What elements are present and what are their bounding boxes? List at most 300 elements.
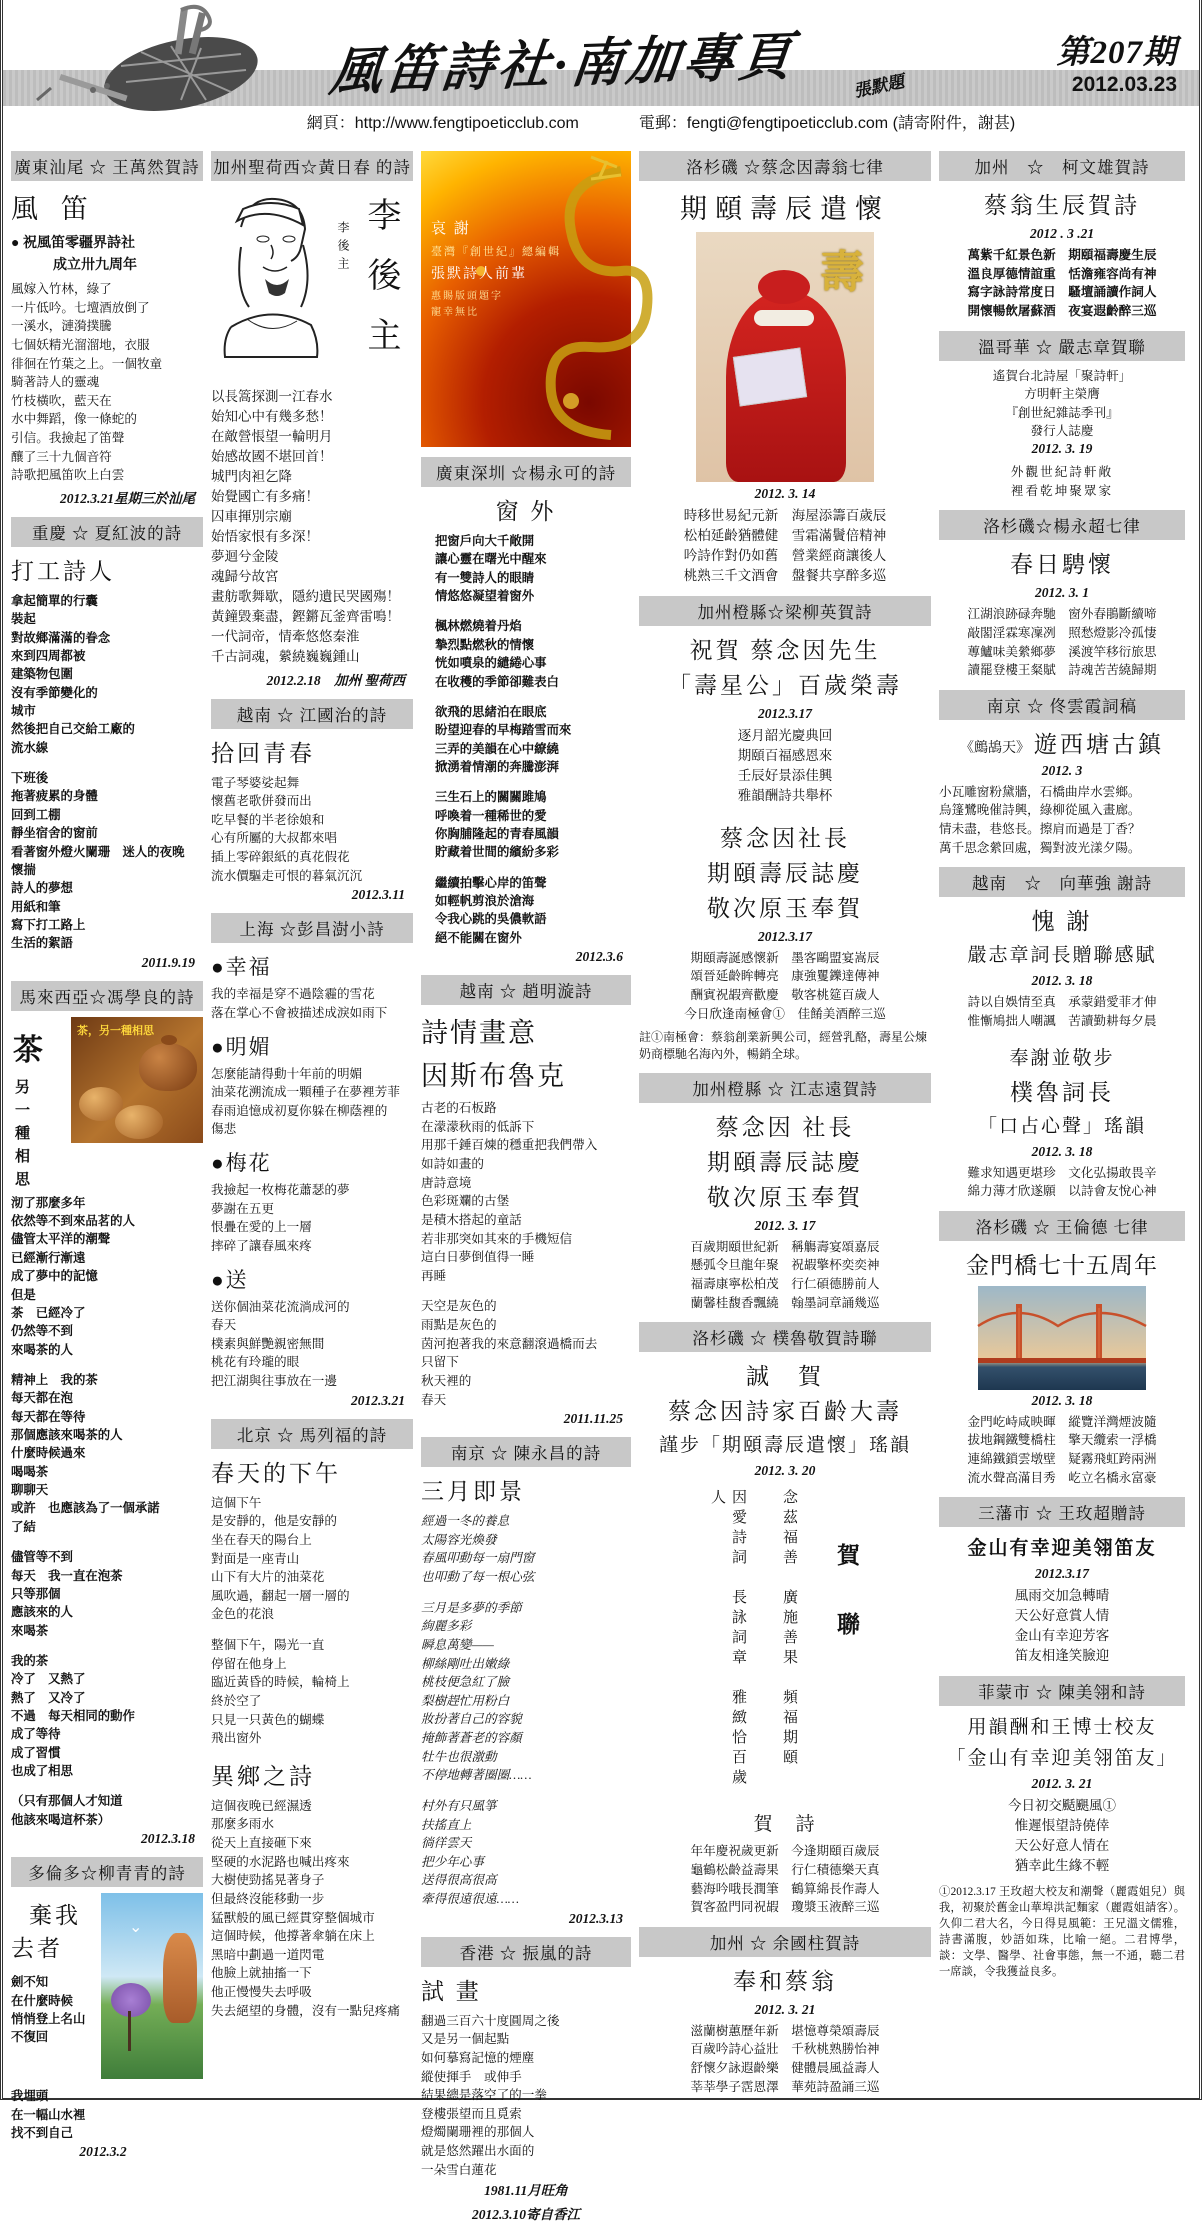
poem-section-sanyue [421,1437,631,1927]
poem-line: 對故鄉滿滿的眷念 [11,630,111,645]
email-value: fengti@fengtipoeticclub.com [686,115,889,132]
poem-line: 始感故國不堪回首！ [211,448,333,464]
poem-title: 祝賀 蔡念因先生 [689,637,881,663]
poem-line: 村外有只風箏 [421,1798,497,1813]
poem-line: 始覺國亡有多痛！ [211,488,319,504]
poem-line: 情悠悠凝望着窗外 [435,589,535,604]
poem-line: 只見一只黃色的蝴蝶 [211,1712,325,1727]
poem-date: 2012.3.21星期三於汕尾 [60,490,195,506]
poem-line: 流水聲高滿目秀 屹立名橋永富豪 [967,1470,1157,1485]
poem-line: 寫下打工路上 [11,917,86,932]
mini-poem-title: ●送 [211,1267,249,1292]
poem-line: 或許 也應該為了一個承諾 [11,1501,160,1516]
poem-line: 送你個油菜花流淌成河的 [211,1299,350,1314]
poem-line: 瞬息萬變—— [421,1637,494,1652]
poem-line: 建築物包圍 [11,667,73,682]
poem-line: 年年慶祝歲更新 今逢期頤百歲辰 [690,1844,880,1859]
poem-line: 停留在他身上 [211,1656,287,1671]
poem-line: 成了夢中的記憶 [11,1269,98,1284]
poem-section-zhegutian [939,690,1185,858]
poem-body [211,1065,413,1140]
poem-line: 雨點是灰色的 [421,1318,497,1333]
poem-title: 敬次原玉奉賀 [707,1184,863,1210]
poem-title: 蔡念因詩家百齡大壽 [668,1399,902,1425]
poem-line: 結果總是落空了的一拳 [421,2088,547,2103]
poem-line: 流水線 [11,740,49,755]
poem-section-xiaoshi [211,913,413,1408]
teapot-lid [161,1035,177,1045]
poem-title: 期頤壽辰誌慶 [707,860,863,886]
poem-line: 這個下午 [211,1495,262,1510]
poem-line: 燈燭闌珊裡的那個人 [421,2125,535,2140]
poem-line: 松柏延齡猶體健 雪霜滿鬢倍精神 [683,527,887,543]
portrait-label: 李後主 [336,221,350,275]
poem-line: 心有所屬的大叔都來唱 [211,831,337,846]
poem-section-kewenxiong [939,151,1185,321]
poem-line: 他該來喝這杯茶） [11,1812,111,1827]
poem-body [11,592,203,953]
poem-date: 2012.3.17 [758,928,812,944]
web-url: http://www.fengtipoeticclub.com [354,115,579,132]
poem-line: 風雨交加急轉晴 [1014,1588,1110,1604]
poem-line: 臨近黃昏的時候，輪椅上 [211,1675,350,1690]
poem-line: 熱了 又冷了 [11,1690,86,1705]
poem-line: 把江湖與往事放在一邊 [211,1374,337,1389]
poem-line: 了結 [11,1519,36,1534]
poem-line: 詩以自娛情至真 承蒙錯愛菲才伸 [967,995,1157,1010]
poem-line: 溫良厚德情誼重 恬澹雍容尚有神 [967,266,1157,281]
poem-body [939,605,1185,680]
poem-line: 拔地鋼鐵雙橋柱 擎天纜索一浮橋 [967,1433,1157,1448]
poem-line: 懸弧令旦龍年聚 祝嘏擎杯奕奕神 [690,1258,880,1273]
section-header: 南京 ☆ 陳永昌的詩 [421,1437,631,1467]
poem-line: 黑暗中劃過一道閃電 [211,1947,325,1962]
poem-line: 看著窗外燈火闌珊 迷人的夜晚 [11,844,185,859]
poem-line: 一溪水，漣漪撲騰 [11,319,112,334]
poem-line: 騎著詩人的靈魂 [11,375,100,390]
poem-title: 窗 外 [495,499,557,524]
poem-line: 不復回 [11,2030,49,2045]
column-4 [639,141,931,2101]
section-header: 上海 ☆彭昌澍小詩 [211,913,413,943]
poem-line: 那個應該來喝茶的人 [11,1428,123,1443]
poem-line [435,605,631,617]
poem-title: 春日騁懷 [1010,552,1114,578]
landscape-painting [101,1893,203,2079]
section-header: 加州聖荷西☆黃日春 的詩 [211,151,413,181]
poem-line: 插上零碎銀紙的真花假花 [211,850,350,865]
poem-section-chuntian [211,1419,413,1748]
poem-title: 蔡念因 社長 [715,1114,855,1140]
poem-date: 2012.3.21 [351,1392,405,1408]
poem-line: 喝喝茶 [11,1464,49,1479]
couplet-left: 因愛詩詞 長詠詞章 雅緻恰百歲人 [709,1489,746,1790]
tea-cup [115,1105,163,1139]
poem-title: 遊西塘古鎮 [1034,731,1164,757]
poem-section-chenmeiling [939,1676,1185,1980]
poem-section-qiyi [639,151,931,586]
poem-line: 楓林燃燒着丹焰 [435,619,522,634]
li-houzhu-portrait [211,187,329,359]
poem-line: 掀湧着情潮的奔騰澎湃 [435,759,559,774]
column-5 [939,141,1185,2101]
poem-line: 儘管等不到 [11,1550,73,1565]
poem-line: 春風叩動每一扇門窗 [421,1551,535,1566]
poem-title: 愧 謝 [1031,909,1093,935]
section-header: 加州橙縣☆梁柳英賀詩 [639,596,931,626]
poem-line: 惟慚鳩拙人嘲諷 苦讀勤耕每夕晨 [967,1013,1157,1028]
poem-line: 來喝茶的人 [11,1342,73,1357]
poem-section-yixiang [211,1758,413,2021]
poem-line: 今日初交颳颶風① [1008,1798,1116,1814]
poem-title: 樸魯詞長 [1010,1079,1114,1105]
poem-line: 酬賓祝嘏齊歡慶 敬客桃筵百歲人 [690,988,880,1002]
poem-line: 欲飛的思緒泊在眼底 [435,704,547,719]
poem-line [435,776,631,788]
poem-line: 沏了那麼多年 [11,1195,86,1210]
poem-line: 一片低吟。七壇酒放倒了 [11,300,150,315]
poem-line: 在一幅山水裡 [11,2107,86,2122]
poem-date: 2012.3.11 [351,887,405,903]
paper-in-hands [733,348,807,407]
poem-line: 牽得很遠很遠…… [421,1892,519,1907]
poem-date: 2012. 3. 18 [1031,1143,1093,1159]
poem-section-jiangzhiyuan [639,1073,931,1313]
section-header: 洛杉磯 ☆蔡念因壽翁七律 [639,151,931,181]
poem-title: 敬次原玉奉賀 [707,895,863,921]
poem-date: 2012. 3. 21 [754,2001,816,2017]
poem-line: 盼望迎春的早梅踏雪而來 [435,723,572,738]
poem-line: 但最終沒能移動一步 [211,1891,325,1906]
poem-date: 2012. 3. 19 [1031,441,1093,456]
poem-body [939,1796,1185,1876]
poem-line: 春天 [211,1318,237,1333]
poem-line: 茵河抱著我的來意翻滾過橋而去 [421,1336,598,1351]
poem-body [11,2087,203,2142]
poem-line: 傷悲 [211,1122,237,1137]
poem-body [939,783,1185,858]
poem-line: 就是悠然躍出水面的 [421,2144,535,2159]
masthead-signature: 張默題 [851,71,906,102]
poem-line: 來到四周都被 [11,648,86,663]
poem-line: 城門肉袒乞降 [211,468,292,484]
section-header: 加州 ☆ 余國柱賀詩 [639,1927,931,1957]
poem-line: 讀罷登樓王粲賦 詩魂苦苦繞歸期 [967,663,1157,678]
poem-section-wangmeichao [939,1497,1185,1666]
poem-line [11,1536,203,1548]
couplet-lines [939,463,1185,500]
poem-line: 登樓張望而且覓索 [421,2106,522,2121]
photo-caption: 2012. 3. 18 [1031,1392,1093,1408]
poem-line [421,1285,631,1297]
poem-date: 2012.3.13 [569,1910,623,1926]
column-2 [211,141,413,2101]
poem-line: 猶幸此生緣不輕 [1014,1858,1110,1874]
poem-title: 奉謝並敬步 [1009,1047,1115,1069]
poem-title: 金山有幸迎美翎笛友 [967,1538,1157,1560]
section-header: 加州橙縣 ☆ 江志遠賀詩 [639,1073,931,1103]
poem-line: 生活的絮語 [11,936,73,951]
section-header: 廣東深圳 ☆楊永可的詩 [421,457,631,487]
poem-line: 逐月韶光慶典回 [737,727,833,743]
poem-line: 釀了三十九個音符 [11,449,112,464]
poem-line: 太陽容光煥發 [421,1532,497,1547]
poem-line: 在濛濛秋雨的低訴下 [421,1119,535,1134]
issue-date: 2012.03.23 [1071,73,1177,96]
poem-title: 金門橋七十五周年 [966,1252,1158,1278]
poem-line: 他正慢慢失去呼吸 [211,1985,312,2000]
poem-line: 梨樹趕忙用粉白 [421,1693,510,1708]
poem-section-lihouzhu [211,151,413,689]
poem-line: 金門屹峙咸映暉 縱覽洋灣煙波隨 [967,1414,1157,1429]
poem-line: 始知心中有幾多愁！ [211,408,333,424]
poem-line: 來喝茶 [11,1623,49,1638]
poem-line: 讓心靈在曙光中醒來 [435,552,547,567]
poem-line: 期頤百福感恩來 [737,747,833,763]
poem-body [939,1586,1185,1666]
poem-line: 成了習慣 [11,1745,61,1760]
dragon-text: 哀 謝 [431,221,471,237]
poem-line: 貯藏着世間的繽紛多彩 [435,845,559,860]
poem-line [211,1624,413,1636]
poem-title: 「金山有幸迎美翎笛友」 [946,1748,1178,1770]
poem-line: 福壽康寧松柏茂 行仁碩德勝前人 [690,1277,880,1292]
poem-line: 牡牛也很激動 [421,1749,497,1764]
poem-subtitle: 嚴志章詞長贈聯感賦 [967,945,1157,967]
poem-line: 蓴鱸味美縈鄉夢 溪渡竿移衍旅思 [967,644,1157,659]
poem-subtitle: 謹步「期頤壽辰遣懷」瑤韻 [658,1435,911,1457]
poem-line: 連綿鐵鎖雲墩壁 疑霧飛虹跨兩洲 [967,1452,1157,1466]
longevity-character: 壽 [820,248,864,297]
columns [3,135,1199,2223]
poem-line: 靜坐宿舍的窗前 [11,826,98,841]
bird-icon: ⌄ [129,1919,143,1937]
figure-silhouette [163,1933,197,2023]
poem-section-cha [11,981,203,1848]
poem-line: 只留下 [421,1355,459,1370]
poem-line: 萬紫千紅景色新 期頤福壽慶生辰 [967,248,1157,262]
poem-line: 呼喚着一種稀世的愛 [435,808,547,823]
poem-body [211,1181,413,1256]
poem-line: 茶 已經冷了 [11,1305,86,1320]
poem-line: 絢麗多彩 [421,1619,472,1634]
vertical-couplet [639,1489,931,1799]
poem-line: 柳絲剛吐出嫩綠 [421,1656,510,1671]
poem-line: 桃花有玲瓏的眼 [211,1355,300,1370]
poem-line: 是安靜的，他是安靜的 [211,1514,337,1529]
poem-line: 山下有大片的油菜花 [211,1570,325,1585]
poem-line: 飛出窗外 [211,1731,262,1746]
poem-line: 天空是灰色的 [421,1299,497,1314]
issue-box [1057,26,1178,97]
poem-line: 烏篷鷺晚催詩興，綠柳從風入畫廊。 [939,803,1141,818]
poem-date: 2012.3.18 [141,1831,195,1847]
poem-body [211,1494,413,1748]
poem-line: 賀客盈門同祝嘏 瓊漿玉液醉三巡 [690,1900,880,1915]
poem-line: 經過一冬的養息 [421,1514,510,1529]
poem-title: 棄我 [29,1903,81,1929]
section-header: 廣東汕尾 ☆ 王萬然賀詩 [11,151,203,181]
poem-line: 黃鐘毀棄盡，鏗鏘瓦釜齊雷鳴！ [211,608,400,624]
dragon-text: 寵幸無比 [431,307,479,318]
poem-line: 找不到自己 [11,2125,73,2140]
section-header: 三藩市 ☆ 王玫超贈詩 [939,1497,1185,1527]
poem-body [11,280,203,485]
poem-line: 沒有季節變化的 [11,685,98,700]
poem-line: 電子琴婆娑起舞 [211,775,300,790]
poem-line: 天公好意賞人情 [1014,1608,1110,1624]
poem-title: 去者 [11,1936,63,1962]
poem-line: 壬辰好景添佳興 [737,767,833,783]
poem-section-dagong [11,517,203,971]
poem-line: 如何摹寫記憶的煙塵 [421,2050,535,2065]
dragon-text: 惠賜版頭題字 [431,291,503,302]
poem-body [939,993,1185,1030]
poem-line: 『創世紀雜誌季刊』 [1005,405,1119,420]
poem-line: 他臉上就抽搐一下 [211,1966,312,1981]
section-header: 馬來西亞☆馮學良的詩 [11,981,203,1011]
poem-line: 桃枝便急紅了臉 [421,1675,510,1690]
poem-line: 悄悄登上名山 [11,2011,86,2026]
poem-line: 今日欣逢南極會① 佳餚美酒醉三巡 [684,1006,886,1021]
poem-line: 妝扮著自己的容貌 [421,1712,522,1727]
poem-line: 摯烈點燃秋的情懷 [435,637,535,652]
poem-date: 2012 . 3 .21 [1029,226,1095,241]
poem-title: 期頤壽辰誌慶 [707,1149,863,1175]
poem-title: 蔡翁生辰賀詩 [984,193,1140,218]
poem-title: 誠 賀 [746,1364,824,1390]
section-header: 洛杉磯☆楊永超七律 [939,510,1185,540]
ci-tune-name: 《鷓鴣天》 [960,740,1030,756]
poem-line: 期頤壽誕感懷新 墨客鷗盟宴嵩辰 [690,950,880,965]
poem-date: 2012.3.17 [1035,1566,1089,1582]
poem-title: 異鄉之詩 [211,1763,315,1789]
golden-gate-bridge-photo [978,1286,1146,1390]
poem-line: 堅硬的水泥路也喊出疼來 [211,1854,350,1869]
poem-title: 打工詩人 [11,558,115,584]
poem-line: 綿力薄才欣遂願 以詩會友悅心神 [967,1184,1157,1199]
poem-line [435,691,631,703]
section-header: 越南 ☆ 趙明漩詩 [421,975,631,1005]
poem-body [639,1238,931,1313]
poem-body [639,1842,931,1917]
mini-poem-title: ●梅花 [211,1151,272,1176]
poem-section-shihui [211,699,413,904]
poem-line: 吟詩作對仍如舊 營業經商讓後人 [683,547,887,563]
poem-line: 若非那突如其來的手機短信 [421,1231,573,1246]
poem-line: 儘管太平洋的潮聲 [11,1232,111,1247]
poem-line: 天公好意人情在 [1014,1838,1110,1854]
poem-body [639,2022,931,2097]
poem-line: 如詩如畫的 [421,1157,484,1172]
poem-subtitle: 「口占心聲」瑤韻 [977,1115,1146,1137]
poem-line: 引信。我撿起了笛聲 [11,431,125,445]
poem-line: 下班後 [11,771,49,786]
poem-title: 期頤壽辰遣懷 [680,194,890,224]
poem-line: 絕不能關在窗外 [435,930,522,945]
poem-line [421,1785,631,1797]
poem-line: 風吹過，翻起一層一層的 [211,1588,350,1603]
poem-body [211,1298,413,1391]
dedication-line: 成立卅九周年 [53,258,137,273]
poem-date: 2011.9.19 [141,954,195,970]
poem-line: 莘莘學子霑恩澤 華苑詩盈誦三巡 [690,2079,880,2094]
poem-line: 雅韻酬詩共舉杯 [737,787,833,803]
poem-line: 從天上直接砸下來 [211,1836,312,1851]
poem-line: 這個夜晚已經濕透 [211,1798,312,1813]
poem-line: 三月是多夢的季節 [421,1600,522,1615]
poem-line: 金山有幸迎芳客 [1014,1628,1110,1644]
poem-line: 方明軒主榮膺 [1024,387,1100,402]
poem-line: 把少年心事 [421,1854,484,1869]
poem-line: 笛友相逢笑臉迎 [1014,1648,1110,1664]
poem-section-liangliuying [639,596,931,1063]
poem-date: 2012.3.10寄自香江 [472,2207,580,2223]
poem-line: 三弄的美韻在心中繚繞 [435,741,559,756]
poem-title: 三月即景 [421,1479,525,1505]
poem-line: 我的茶 [11,1653,49,1668]
poem-date: 2012.3.6 [575,949,623,965]
poem-line: 百歲期頤世紀新 稱觴壽宴頌嘉辰 [690,1239,880,1254]
section-header: 南京 ☆ 佟雲霞詞稿 [939,690,1185,720]
poem-line: 寫字詠詩常度日 騷壇誦讀作詞人 [967,285,1157,300]
poem-line [421,1587,631,1599]
poem-line: 滋蘭樹蕙歷年新 堪憶尊榮頌壽辰 [690,2023,880,2038]
poem-date: 2012. 3. 1 [1035,585,1089,601]
poem-line: 色彩斑斕的古堡 [421,1194,510,1209]
poem-subtitle-vertical: 另一種相思 [13,1078,30,1194]
poem-line: 在什麼時候 [11,1993,73,2008]
poem-line: 在敵營悵望一輪明月 [211,428,333,444]
poem-line: 我埋頭 [11,2089,49,2104]
white-scarf [754,310,814,326]
poem-body [211,774,413,886]
poem-title: 因斯布魯克 [421,1061,566,1092]
poem-line: 只等那個 [11,1586,61,1601]
poem-body [939,1413,1185,1488]
poem-title: 風 笛 [11,194,96,224]
poem-section-yinsibuluke [421,975,631,1427]
poem-line: 小瓦雕窗粉黛牆，石橋曲岸水雲鄉。 [939,784,1141,799]
poem-line: 也成了相思 [11,1764,73,1779]
poem-line: 坐在春天的陽台上 [211,1532,312,1547]
poem-line: 桃熟三千文酒會 盤餐共享醉多巡 [683,567,887,583]
cai-nianyin-photo [696,232,874,482]
poem-line: 風嫁入竹林，綠了 [11,282,112,296]
poem-line [435,862,631,874]
poem-line: 惟遲悵望詩僥倖 [1014,1818,1110,1834]
poem-line: 吃早餐的半老徐娘和 [211,812,325,827]
poem-body [211,1797,413,2021]
sub-heading: 賀 詩 [753,1814,817,1836]
section-header: 多倫多☆柳青青的詩 [11,1857,203,1887]
poem-line: 裝起 [11,612,36,627]
poem-line: 再睡 [421,1268,447,1283]
poem-line: 把窗戶向大千敞開 [435,534,535,548]
poem-body [421,1099,631,1409]
congratulation-lines [939,367,1185,442]
poem-title-vertical: 李後主 [362,197,399,377]
red-hat [758,270,810,304]
couplet-right: 念茲福善 廣施善果 頻福期頤 [781,1489,797,1770]
poem-title: 試 畫 [421,1978,482,2004]
poem-body [421,1512,631,1909]
poem-section-shihua [421,1937,631,2223]
poem-line: 開懷暢飲屠蘇酒 夜宴遐齡醉三巡 [967,303,1157,318]
section-header: 越南 ☆ 向華強 謝詩 [939,867,1185,897]
teapot [139,1043,197,1091]
tree-trunk [128,2011,131,2051]
